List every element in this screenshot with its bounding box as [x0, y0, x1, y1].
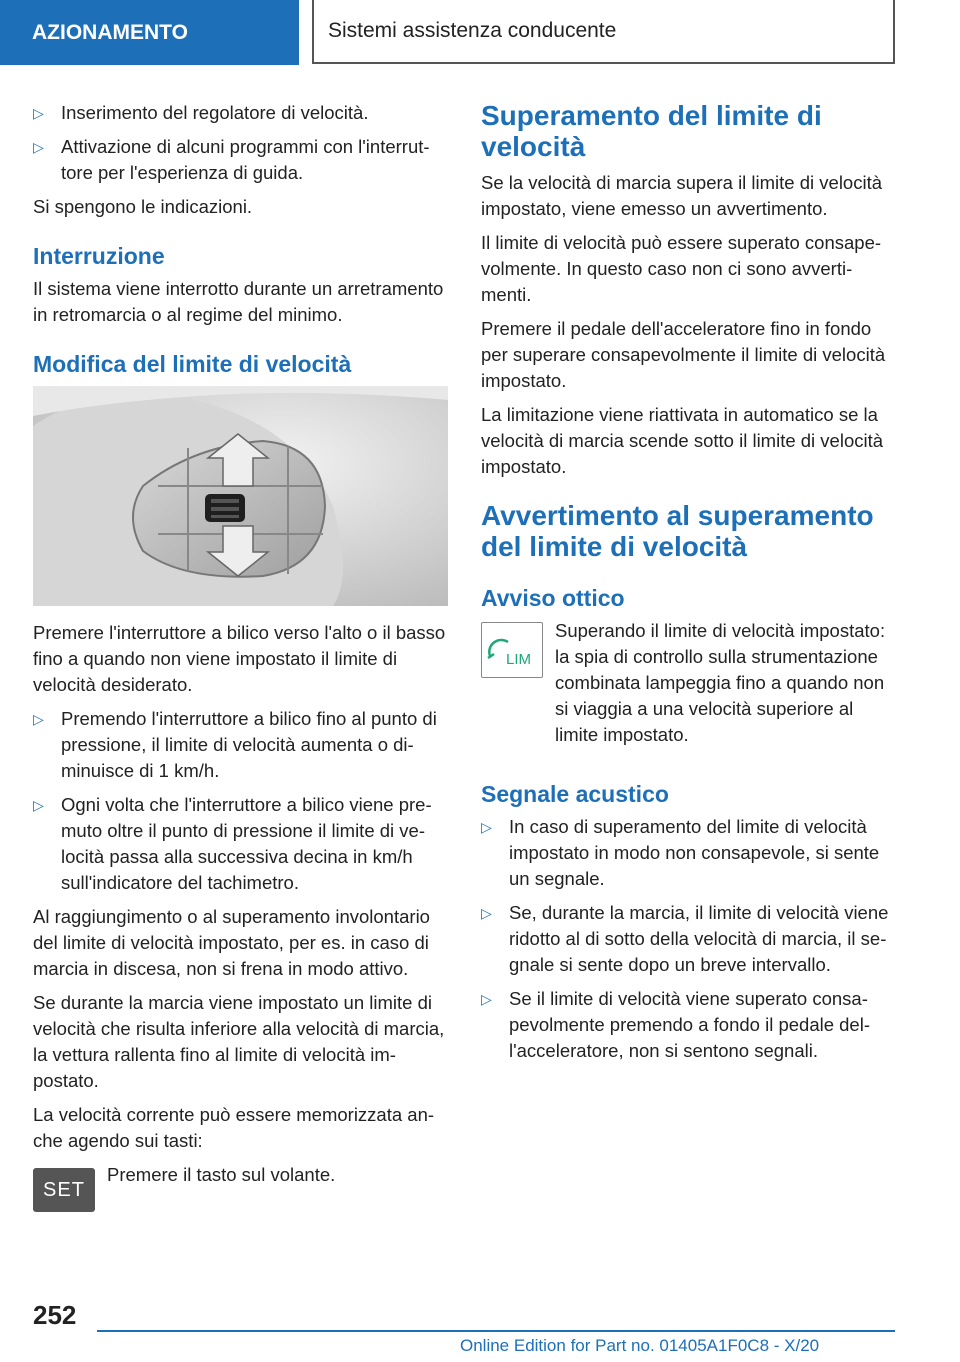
triangle-right-outline-icon: ▷: [481, 905, 492, 921]
heading-acustico: Segnale acustico: [481, 781, 669, 807]
visual-warning: [481, 618, 895, 756]
list-item: ▷ Ogni volta che l'interruttore a bilico viene premuto oltre il punto di pressione il limite di velocità passa alla successiva decina in km/h sull'indicatore del tachimetro.: [33, 792, 448, 896]
paragraph: Il sistema viene interrotto durante un arretramento in retromarcia o al regime del minimo.: [33, 278, 444, 325]
paragraph: Premere l'interruttore a bilico verso l'alto o il basso fino a quando non viene impostato il limite di velocità desiderato.: [33, 622, 446, 695]
paragraph: La limitazione viene riattivata in automatico se la velocità di marcia scende sotto il limite di velocità impostato.: [481, 404, 884, 477]
triangle-right-outline-icon: ▷: [481, 991, 492, 1007]
right-column: [481, 100, 895, 1072]
heading-ottico: Avviso ottico: [481, 585, 625, 611]
page-number: 252: [33, 1300, 77, 1330]
triangle-right-outline-icon: ▷: [33, 711, 44, 727]
section-tab: AZIONAMENTO: [0, 0, 299, 65]
heading-modifica: Modifica del limite di velocità: [33, 351, 352, 377]
triangle-right-outline-icon: ▷: [33, 105, 44, 121]
paragraph: Premere il pedale dell'acceleratore fino in fondo per superare consapevolmente il limite di velocità impostato.: [481, 318, 886, 391]
paragraph: Il limite di velocità può essere superato consapevolmente. In questo caso non ci sono avvertimenti.: [481, 232, 882, 305]
list-item: ▷ Se il limite di velocità viene superato consapevolmente premendo a fondo il pedale dell'acceleratore, non si sentono segnali.: [481, 986, 895, 1064]
footer-edition: Online Edition for Part no. 01405A1F0C8 - X/20: [460, 1336, 820, 1355]
set-text: Premere il tasto sul volante.: [107, 1164, 336, 1185]
list-item: ▷ Inserimento del regolatore di velocità.: [33, 100, 448, 126]
paragraph: La velocità corrente può essere memorizzata anche agendo sui tasti:: [33, 1104, 435, 1151]
footer-divider: [97, 1330, 895, 1332]
paragraph: Si spengono le indicazioni.: [33, 196, 253, 217]
chapter-title: Sistemi assistenza conducente: [312, 0, 895, 64]
heading-interruzione: Interruzione: [33, 243, 165, 269]
triangle-right-outline-icon: ▷: [33, 139, 44, 155]
set-button-icon: SET: [33, 1168, 95, 1212]
steering-wheel-rocker-switch-photo: [33, 386, 448, 606]
paragraph: Se la velocità di marcia supera il limite di velocità impostato, viene emesso un avvertimento.: [481, 172, 883, 219]
paragraph: Superando il limite di velocità impostato: la spia di controllo sulla strumentazione combinata lampeggia fino a quando non si viaggia a una velocità superiore al limite impostato.: [555, 620, 886, 745]
paragraph: Al raggiungimento o al superamento involontario del limite di velocità impostato, per es. in caso di marcia in discesa, non si frena in modo attivo.: [33, 906, 430, 979]
left-column: [33, 100, 448, 1212]
triangle-right-outline-icon: ▷: [481, 819, 492, 835]
list-item: ▷ In caso di superamento del limite di velocità impostato in modo non consapevole, si sente un segnale.: [481, 814, 895, 892]
heading-avvertimento: Avvertimento al superamento del limite di velocità: [481, 500, 874, 562]
list-item: ▷ Premendo l'interruttore a bilico fino al punto di pressione, il limite di velocità aumenta o diminuisce di 1 km/h.: [33, 706, 448, 784]
list-item: ▷ Attivazione di alcuni programmi con l'interruttore per l'esperienza di guida.: [33, 134, 448, 186]
set-instruction: [33, 1162, 448, 1212]
triangle-right-outline-icon: ▷: [33, 797, 44, 813]
speed-limit-indicator-icon: [481, 622, 543, 678]
list-item: ▷ Se, durante la marcia, il limite di velocità viene ridotto al di sotto della velocità di marcia, il segnale si sente dopo un breve intervallo.: [481, 900, 895, 978]
paragraph: Se durante la marcia viene impostato un limite di velocità che risulta inferiore alla velocità di marcia, la vettura rallenta fino al limite di velocità impostato.: [33, 992, 445, 1091]
heading-superamento: Superamento del limite di velocità: [481, 100, 822, 162]
lim-label: LIM: [506, 651, 532, 668]
